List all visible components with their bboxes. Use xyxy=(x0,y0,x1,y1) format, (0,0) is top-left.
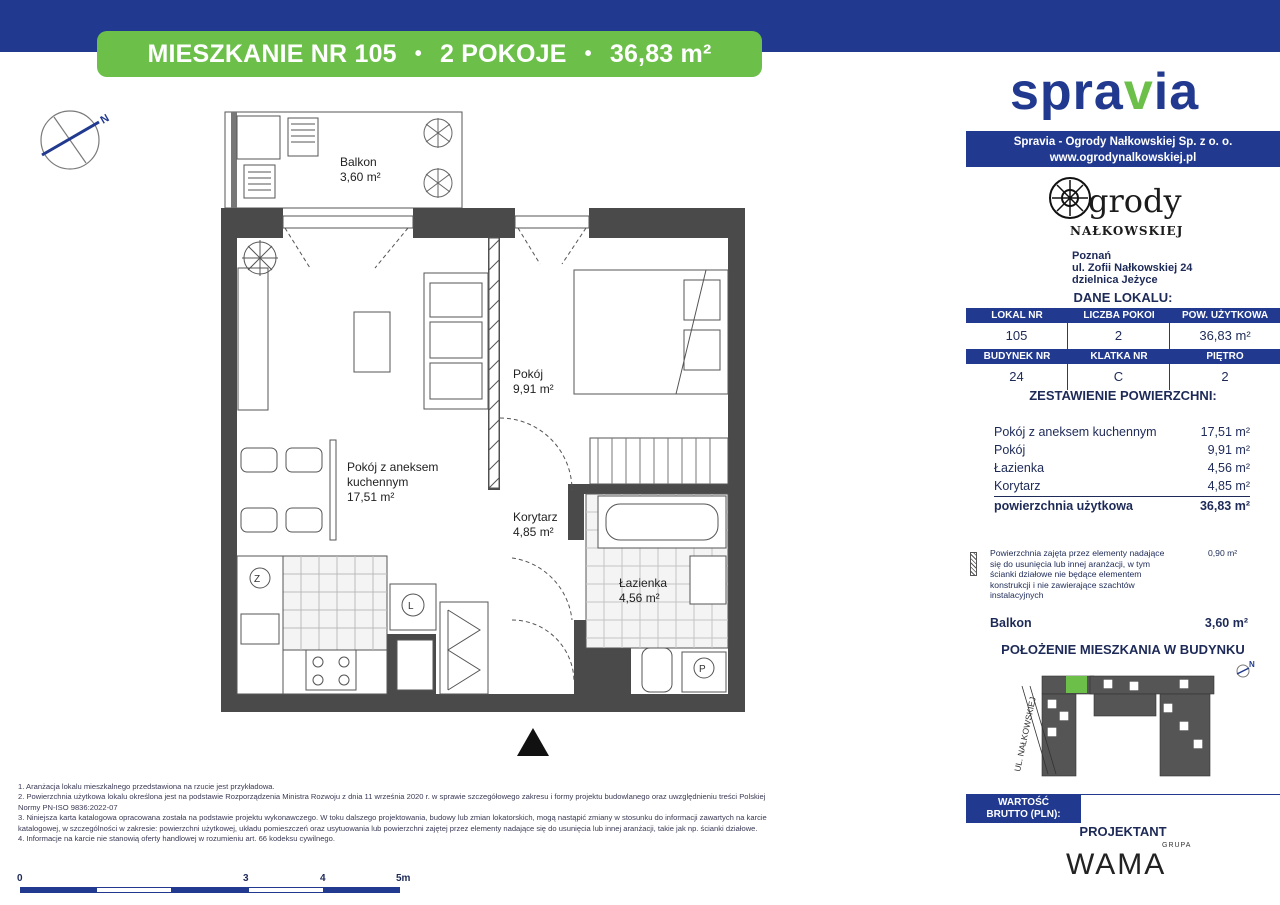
room-bedroom-area: 9,91 m² xyxy=(513,382,554,396)
header-cell: KLATKA NR xyxy=(1090,351,1148,362)
estate-logo-word1: grody xyxy=(1088,182,1182,220)
logo-prefix: spra xyxy=(1010,63,1124,121)
room-bathroom-area: 4,56 m² xyxy=(619,591,660,605)
scale-label: 5m xyxy=(396,873,411,884)
room-corridor-area: 4,85 m² xyxy=(513,525,554,539)
company-info xyxy=(966,131,1280,167)
surface-name: Korytarz xyxy=(994,479,1041,493)
surface-value: 9,91 m² xyxy=(1207,443,1250,457)
value-cell: 105 xyxy=(966,323,1068,349)
company-website[interactable]: www.ogrodynalkowskiej.pl xyxy=(1049,152,1197,164)
wama-logo-word: WAMA xyxy=(1066,848,1167,881)
surface-total xyxy=(994,496,1250,514)
location-heading: POŁOŻENIE MIESZKANIA W BUDYNKU xyxy=(1001,642,1245,657)
compass-north-label: N xyxy=(98,112,112,127)
list-item xyxy=(994,441,1250,459)
title-separator: • xyxy=(584,42,592,65)
appliance-label-dryer: P xyxy=(699,664,706,675)
price-label-line1: WARTOŚĆ xyxy=(998,797,1049,808)
room-balcony-area: 3,60 m² xyxy=(340,170,381,184)
header-cell: LICZBA POKOI xyxy=(1083,310,1155,321)
street-label: UL. NAŁKOWSKIEJ xyxy=(1012,695,1038,773)
logo-suffix: ia xyxy=(1153,63,1200,121)
scale-segment xyxy=(20,887,96,893)
balcony-label: Balkon xyxy=(990,616,1032,630)
room-bathroom-name: Łazienka xyxy=(619,576,668,590)
header-cell: PIĘTRO xyxy=(1206,351,1244,362)
surface-value: 4,85 m² xyxy=(1207,479,1250,493)
footnote-line: 2. Powierzchnia użytkowa lokalu określona jest na podstawie Rozporządzenia Ministra Rozwoju z dnia 11 września 2020 r. w sprawie szczegółowego zakresu i formy projektu budowlanego oraz uwzględnieniu treści Polskiej xyxy=(18,792,766,802)
footnote-line: 4. Informacje na karcie nie stanowią oferty handlowej w rozumieniu art. 66 kodeksu cywilnego. xyxy=(18,834,335,844)
room-balcony-name: Balkon xyxy=(340,155,377,169)
footnote-line: Normy PN-ISO 9836:2022-07 xyxy=(18,802,118,812)
room-living-name-line1: Pokój z aneksem xyxy=(347,460,439,474)
scale-label: 4 xyxy=(320,873,326,884)
room-living-area: 17,51 m² xyxy=(347,490,395,504)
header-cell: POW. UŻYTKOWA xyxy=(1181,310,1269,321)
hatch-legend-icon xyxy=(970,552,977,576)
kitchen xyxy=(237,556,488,694)
balcony-value: 3,60 m² xyxy=(1204,616,1248,630)
header-cell: LOKAL NR xyxy=(991,310,1043,321)
surface-value: 4,56 m² xyxy=(1207,461,1250,475)
footnotes xyxy=(18,782,938,844)
surface-total-value: 36,83 m² xyxy=(1199,499,1250,513)
logo-v: v xyxy=(1123,63,1154,121)
scale-bar xyxy=(0,873,430,905)
appliance-label-washer: L xyxy=(408,601,414,612)
company-name: Spravia - Ogrody Nałkowskiej Sp. z o. o. xyxy=(1013,136,1233,148)
wama-logo-grupa: GRUPA xyxy=(1162,842,1192,849)
footnote-line: 3. Niniejsza karta katalogowa opracowana została na podstawie projektu wykonawczego. W toku dalszego projektowania, budowy lub zmian lokatorskich, mogą nastąpić zmiany w stosunku do informacji zawartych na karcie xyxy=(18,813,767,823)
address-street: ul. Zofii Nałkowskiej 24 xyxy=(1072,262,1193,274)
dane-lokalu-table xyxy=(966,308,1280,390)
price-label xyxy=(966,795,1081,823)
apartment-location-marker xyxy=(1066,676,1087,693)
table-row xyxy=(966,323,1280,349)
entrance-arrow-icon xyxy=(517,728,549,756)
surface-name: Pokój z aneksem kuchennym xyxy=(994,425,1157,439)
title-separator: • xyxy=(414,42,422,65)
bedroom-furniture xyxy=(574,270,728,484)
location-north-label: N xyxy=(1249,660,1255,669)
scale-segment xyxy=(324,887,400,893)
balcony-summary xyxy=(990,616,1248,630)
address xyxy=(1072,250,1192,286)
floor-plan xyxy=(30,95,760,795)
title-area: 36,83 m² xyxy=(609,39,712,68)
location-compass-icon xyxy=(1237,665,1249,677)
estate-logo xyxy=(1046,174,1196,246)
scale-label: 3 xyxy=(243,873,249,884)
zestawienie-heading: ZESTAWIENIE POWIERZCHNI: xyxy=(1029,388,1217,403)
value-cell: C xyxy=(1068,364,1170,390)
value-cell: 2 xyxy=(1221,369,1229,384)
footnote-line: 1. Aranżacja lokalu mieszkalnego przedstawiona na rzucie jest przykładowa. xyxy=(18,782,275,791)
value-cell: 24 xyxy=(966,364,1068,390)
surface-name: Łazienka xyxy=(994,461,1045,475)
estate-logo-word2: NAŁKOWSKIEJ xyxy=(1070,224,1184,238)
list-item xyxy=(994,459,1250,477)
value-cell: 36,83 m² xyxy=(1199,328,1251,343)
footnote-line: katalogowej, w szczególności w zakresie: powierzchni użytkowej, układu pomieszczeń oraz usytuowania lub powierzchni zajętej przez elementy nadające się do usunięcia lub innej aranżacji, takie jak np. ścianki działowe. xyxy=(18,823,758,833)
scale-label: 0 xyxy=(17,873,23,884)
surface-name: Pokój xyxy=(994,443,1026,457)
designer-heading: PROJEKTANT xyxy=(1079,824,1167,839)
address-district: dzielnica Jeżyce xyxy=(1072,274,1158,286)
dane-lokalu-heading: DANE LOKALU: xyxy=(1073,290,1173,305)
surface-total-name: powierzchnia użytkowa xyxy=(994,499,1133,513)
title-rooms: 2 POKOJE xyxy=(439,39,567,68)
table-header-row xyxy=(966,308,1280,323)
list-item xyxy=(994,423,1250,441)
surfaces-list xyxy=(994,423,1250,514)
title-apartment-number: MIESZKANIE NR 105 xyxy=(147,39,397,68)
scale-segment xyxy=(96,887,172,893)
spravia-logo xyxy=(1010,62,1250,122)
header-cell: BUDYNEK NR xyxy=(983,351,1051,362)
building-location-plan xyxy=(998,660,1255,789)
apartment-title xyxy=(97,31,762,77)
room-corridor-name: Korytarz xyxy=(513,510,558,524)
price-box xyxy=(966,794,1280,822)
table-row xyxy=(966,364,1280,390)
value-cell: 2 xyxy=(1068,323,1170,349)
wama-logo xyxy=(1066,842,1206,882)
compass-icon xyxy=(41,111,99,169)
note-text: Powierzchnia zajęta przez elementy nadające się do usunięcia lub innej aranżacji, w tym ścianki działowe nie będące elementem konstrukcji i nie zawierające szachtów instalacyjnych xyxy=(990,548,1165,600)
scale-segment xyxy=(172,887,248,893)
address-city: Poznań xyxy=(1072,250,1112,262)
surface-value: 17,51 m² xyxy=(1200,425,1250,439)
note-value: 0,90 m² xyxy=(1208,548,1238,558)
list-item xyxy=(994,477,1250,495)
room-living-name-line2: kuchennym xyxy=(347,475,409,489)
price-label-line2: BRUTTO (PLN): xyxy=(986,809,1061,820)
appliance-label-fridge: Z xyxy=(254,574,261,585)
room-bedroom-name: Pokój xyxy=(513,367,544,381)
estate-logo-emblem-icon xyxy=(1048,176,1092,220)
scale-segment xyxy=(248,887,324,893)
table-header-row xyxy=(966,349,1280,364)
